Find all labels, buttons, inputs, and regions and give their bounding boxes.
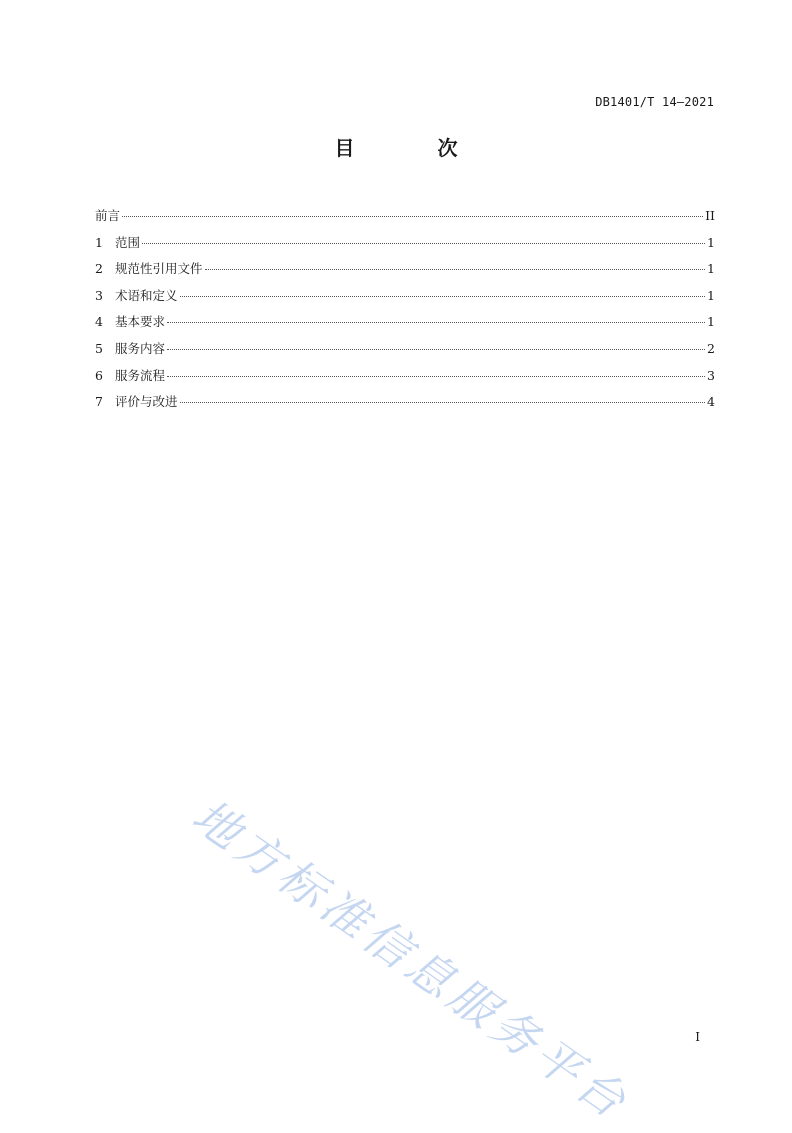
toc-entry-label: 术语和定义 <box>115 287 178 303</box>
watermark: 地方标准信息服务平台 <box>182 788 640 1131</box>
toc-leader-dots <box>180 295 706 297</box>
toc-entry-label: 前言 <box>95 208 121 223</box>
toc-entry-service-content[interactable] <box>95 339 715 366</box>
toc-entry-terms-definitions[interactable] <box>95 286 715 313</box>
toc-leader-dots <box>180 401 706 403</box>
toc-entry-page: 1 <box>707 234 715 250</box>
toc-entry-number: 5 <box>95 340 103 356</box>
toc-leader-dots <box>205 268 706 270</box>
toc-entry-service-process[interactable] <box>95 366 715 393</box>
toc-entry-evaluation-improvement[interactable] <box>95 392 715 419</box>
toc-leader-dots <box>122 215 703 217</box>
toc-entry-label: 基本要求 <box>115 314 166 330</box>
document-code: DB1401/T 14—2021 <box>595 95 714 109</box>
toc-entry-number: 4 <box>95 314 103 330</box>
toc-entry-page: II <box>705 208 715 223</box>
toc-entry-page: 1 <box>707 261 715 277</box>
toc-entry-page: 3 <box>707 367 715 383</box>
toc-entry-page: 1 <box>707 287 715 303</box>
toc-leader-dots <box>167 375 705 377</box>
toc-entry-number: 2 <box>95 261 103 277</box>
toc-entry-normative-references[interactable] <box>95 259 715 286</box>
toc-entry-scope[interactable] <box>95 233 715 260</box>
page-title: 目 次 <box>334 136 496 160</box>
toc-entry-page: 4 <box>707 394 715 410</box>
toc-entry-number: 3 <box>95 287 103 303</box>
toc-entry-label: 范围 <box>115 234 141 250</box>
toc-leader-dots <box>142 242 705 244</box>
toc-entry-label: 评价与改进 <box>115 394 178 410</box>
toc-entry-number: 6 <box>95 367 103 383</box>
toc-entry-label: 服务流程 <box>115 367 166 383</box>
toc-entry-label: 规范性引用文件 <box>115 261 203 277</box>
toc-entry-number: 7 <box>95 394 103 410</box>
toc-leader-dots <box>167 321 705 323</box>
toc-entry-basic-requirements[interactable] <box>95 312 715 339</box>
table-of-contents <box>95 206 715 419</box>
toc-entry-number: 1 <box>95 234 103 250</box>
toc-entry-foreword[interactable] <box>95 206 715 233</box>
toc-entry-page: 2 <box>707 340 715 356</box>
toc-leader-dots <box>167 348 705 350</box>
toc-entry-label: 服务内容 <box>115 340 166 356</box>
toc-entry-page: 1 <box>707 314 715 330</box>
page-number: I <box>695 1030 700 1044</box>
